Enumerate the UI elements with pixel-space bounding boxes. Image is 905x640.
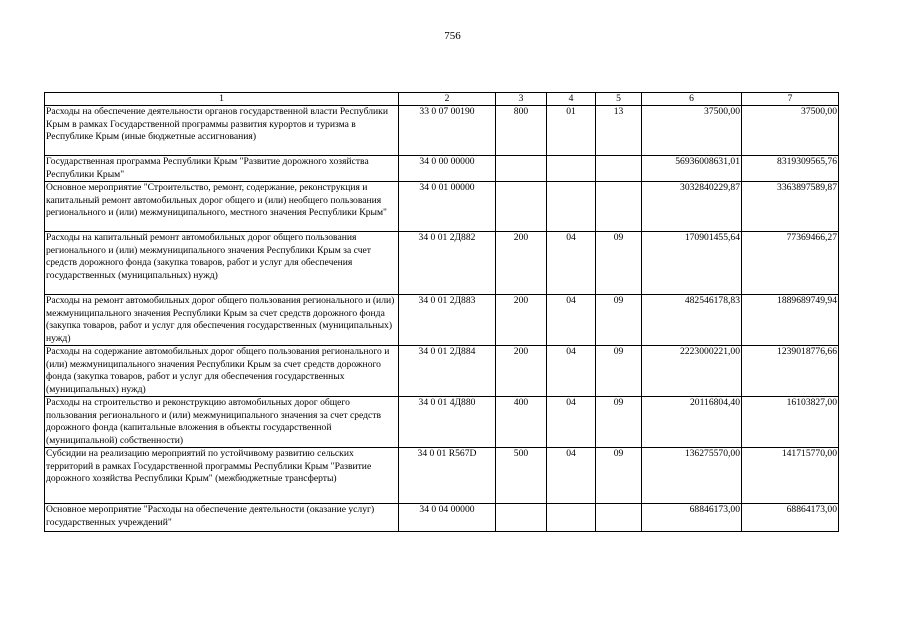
table-header-row [45,93,839,106]
column-5-cell: 09 [596,295,642,346]
column-4-cell [547,182,596,232]
column-3-cell: 200 [496,232,547,295]
description-cell: Основное мероприятие "Строительство, ремонт, содержание, реконструкция и капитальный ремонт автомобильных дорог общего и (или) необщего пользования регионального и (или) межмуниципального, местного значения Республики Крым" [45,182,399,232]
code-cell: 34 0 01 4Д880 [399,397,496,448]
table-row [45,156,839,182]
description-cell: Государственная программа Республики Крым "Развитие дорожного хозяйства Республики Крым" [45,156,399,182]
table-row [45,504,839,532]
table-row [45,232,839,295]
column-4-cell: 01 [547,106,596,156]
amount-cell-7: 8319309565,76 [742,156,839,182]
code-cell: 34 0 01 2Д884 [399,346,496,397]
column-5-cell: 09 [596,346,642,397]
table-row [45,182,839,232]
amount-cell-6: 37500,00 [642,106,742,156]
column-5-cell [596,504,642,532]
code-cell: 34 0 01 2Д883 [399,295,496,346]
table-row [45,295,839,346]
header-cell: 1 [45,93,399,106]
description-cell: Основное мероприятие "Расходы на обеспечение деятельности (оказание услуг) государственных учреждений" [45,504,399,532]
column-4-cell: 04 [547,346,596,397]
amount-cell-6: 136275570,00 [642,448,742,504]
table-row [45,106,839,156]
amount-cell-6: 2223000221,00 [642,346,742,397]
amount-cell-6: 3032840229,87 [642,182,742,232]
amount-cell-7: 1239018776,66 [742,346,839,397]
header-cell: 2 [399,93,496,106]
amount-cell-6: 20116804,40 [642,397,742,448]
amount-cell-6: 170901455,64 [642,232,742,295]
column-3-cell [496,504,547,532]
code-cell: 34 0 01 R567D [399,448,496,504]
column-5-cell: 09 [596,397,642,448]
amount-cell-7: 141715770,00 [742,448,839,504]
description-cell: Расходы на строительство и реконструкцию автомобильных дорог общего пользования регионального и (или) межмуниципального значения за счет средств дорожного фонда (капитальные вложения в объекты государственной (муниципальной) собственности) [45,397,399,448]
column-5-cell: 09 [596,448,642,504]
table-row [45,448,839,504]
page-number: 756 [444,30,461,42]
amount-cell-7: 77369466,27 [742,232,839,295]
column-3-cell: 400 [496,397,547,448]
amount-cell-6: 482546178,83 [642,295,742,346]
column-3-cell: 500 [496,448,547,504]
column-5-cell [596,182,642,232]
description-cell: Расходы на капитальный ремонт автомобильных дорог общего пользования регионального и (или) межмуниципального значения Республики Крым за счет средств дорожного фонда (закупка товаров, работ и услуг для обеспечения государственных (муниципальных) нужд) [45,232,399,295]
amount-cell-7: 37500,00 [742,106,839,156]
amount-cell-7: 3363897589,87 [742,182,839,232]
header-cell: 6 [642,93,742,106]
column-5-cell: 09 [596,232,642,295]
description-cell: Субсидии на реализацию мероприятий по устойчивому развитию сельских территорий в рамках Государственной программы Республики Крым "Развитие дорожного хозяйства Республики Крым" (межбюджетные трансферты) [45,448,399,504]
code-cell: 34 0 04 00000 [399,504,496,532]
amount-cell-6: 56936008631,01 [642,156,742,182]
column-4-cell: 04 [547,232,596,295]
amount-cell-6: 68846173,00 [642,504,742,532]
code-cell: 34 0 00 00000 [399,156,496,182]
header-cell: 3 [496,93,547,106]
column-4-cell: 04 [547,448,596,504]
amount-cell-7: 16103827,00 [742,397,839,448]
column-4-cell: 04 [547,397,596,448]
column-3-cell: 800 [496,106,547,156]
column-3-cell: 200 [496,346,547,397]
description-cell: Расходы на обеспечение деятельности органов государственной власти Республики Крым в рамках Государственной программы развития курортов и туризма в Республике Крым (иные бюджетные ассигнования) [45,106,399,156]
amount-cell-7: 68864173,00 [742,504,839,532]
description-cell: Расходы на ремонт автомобильных дорог общего пользования регионального и (или) межмуниципального значения Республики Крым за счет средств дорожного фонда (закупка товаров, работ и услуг для обеспечения государственных (муниципальных) нужд) [45,295,399,346]
column-3-cell: 200 [496,295,547,346]
table-row [45,346,839,397]
header-cell: 4 [547,93,596,106]
header-cell: 7 [742,93,839,106]
column-4-cell [547,504,596,532]
column-4-cell [547,156,596,182]
column-5-cell [596,156,642,182]
header-cell: 5 [596,93,642,106]
description-cell: Расходы на содержание автомобильных дорог общего пользования регионального и (или) межмуниципального значения Республики Крым за счет средств дорожного фонда (закупка товаров, работ и услуг для обеспечения государственных (муниципальных) нужд) [45,346,399,397]
budget-table [44,92,839,532]
column-3-cell [496,182,547,232]
column-4-cell: 04 [547,295,596,346]
code-cell: 33 0 07 00190 [399,106,496,156]
column-5-cell: 13 [596,106,642,156]
column-3-cell [496,156,547,182]
code-cell: 34 0 01 00000 [399,182,496,232]
code-cell: 34 0 01 2Д882 [399,232,496,295]
table-row [45,397,839,448]
amount-cell-7: 1889689749,94 [742,295,839,346]
